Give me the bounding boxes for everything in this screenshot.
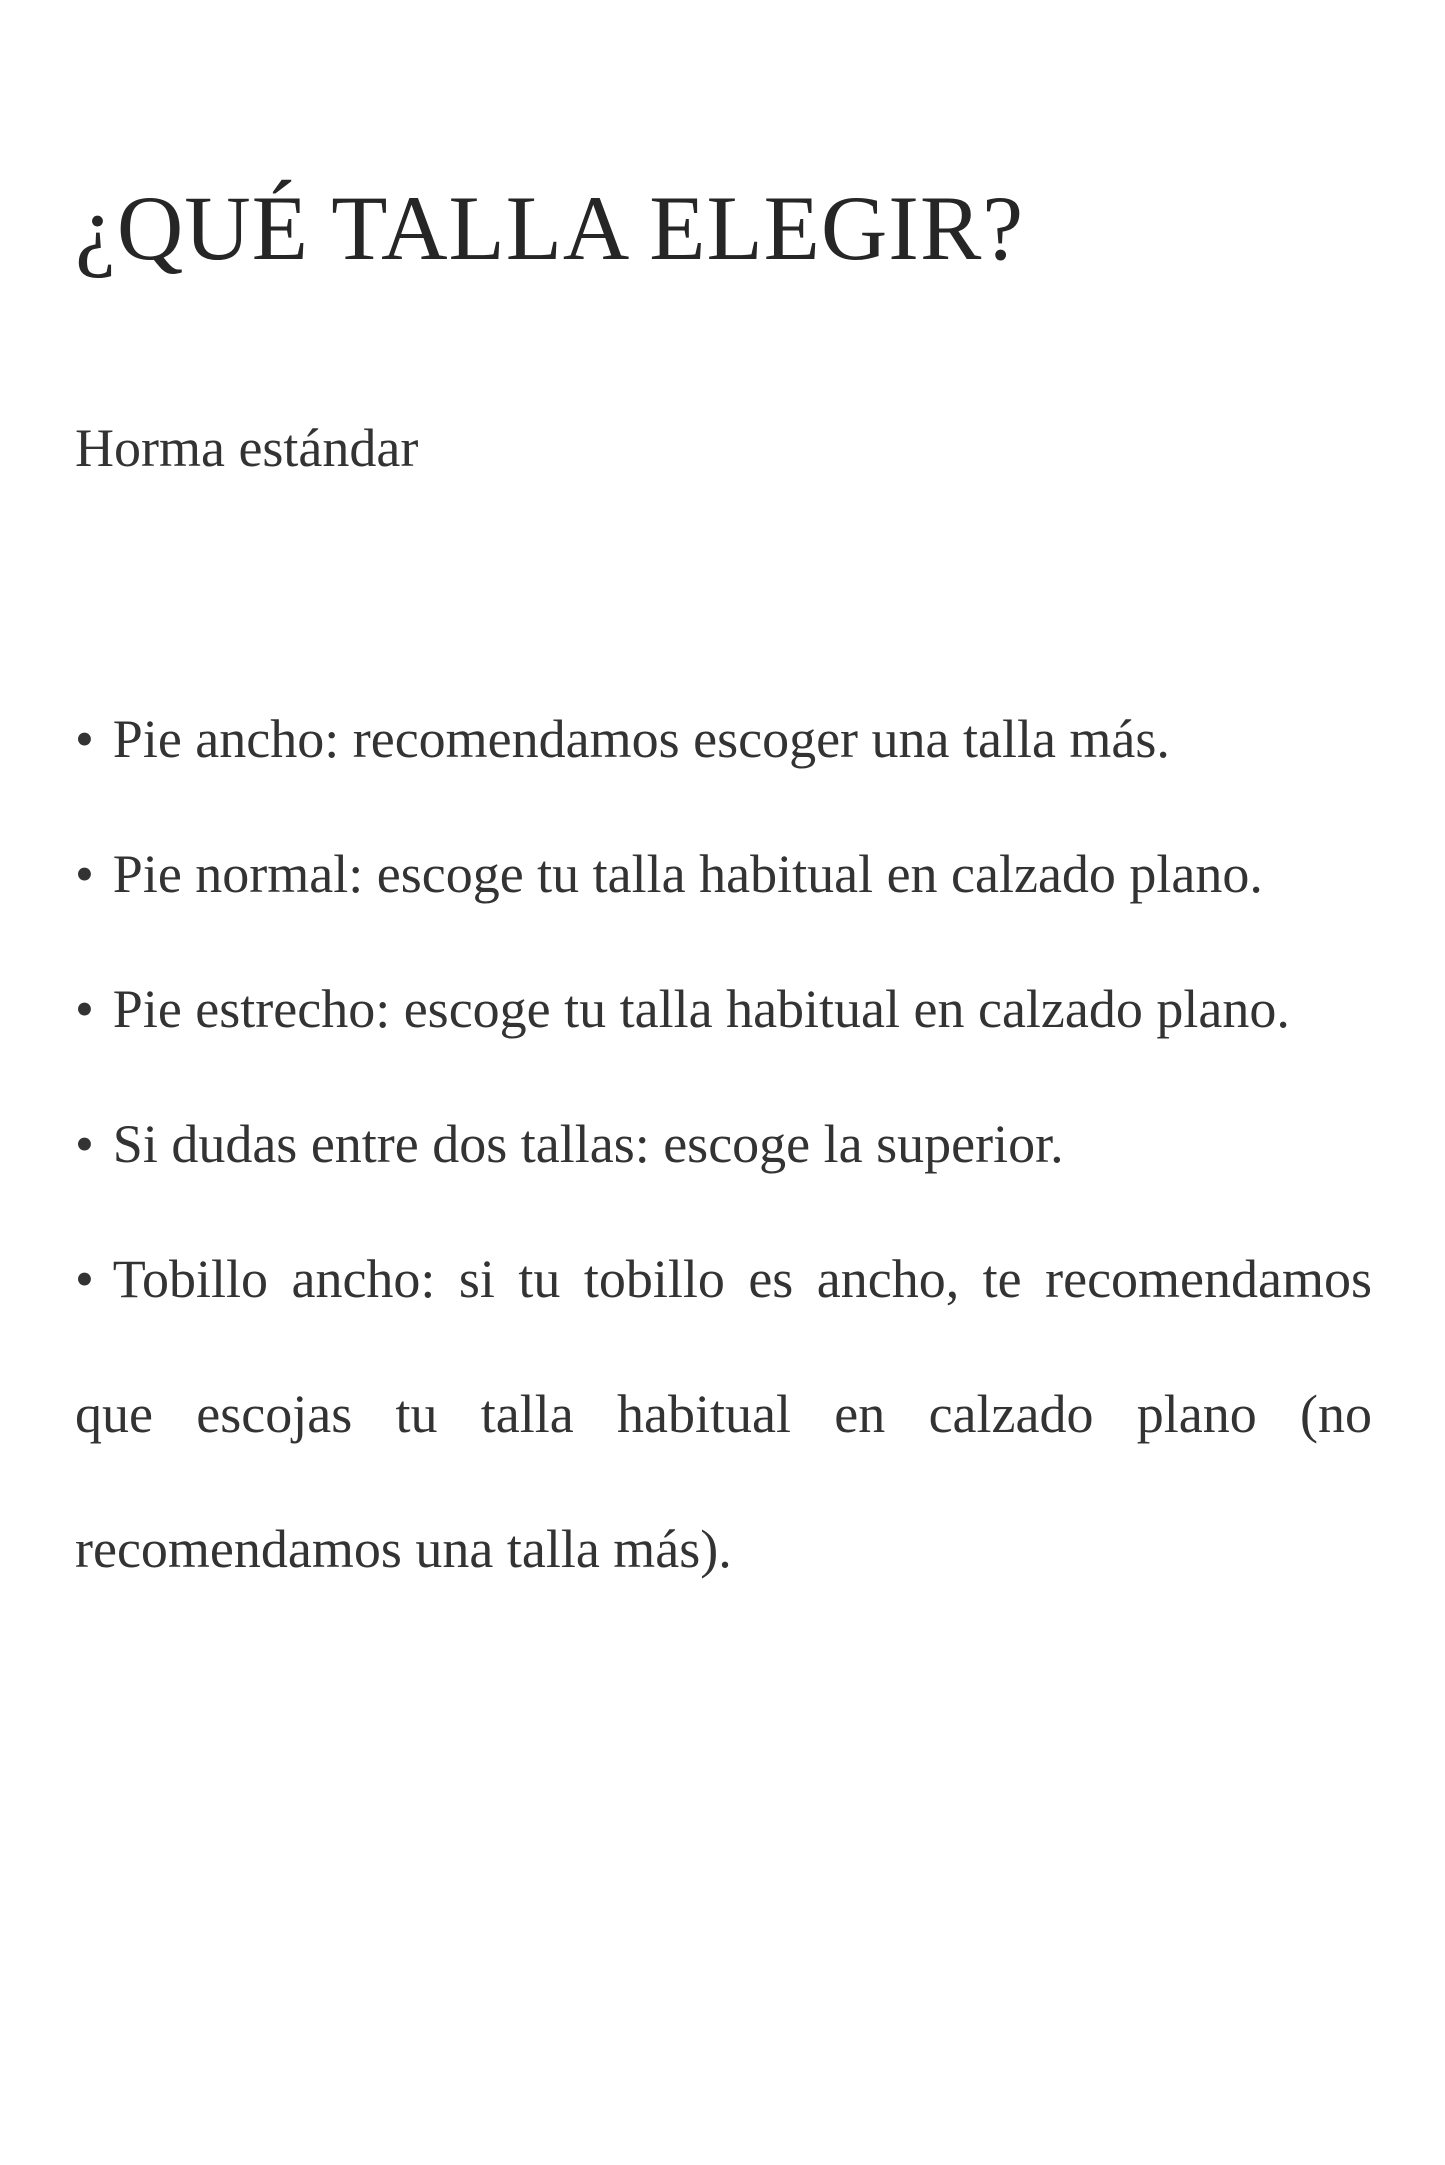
tip-text: Pie ancho: recomendamos escoger una talla más. xyxy=(112,709,1170,769)
tip-wide-foot xyxy=(75,672,1372,807)
tip-normal-foot xyxy=(75,807,1372,942)
tip-wide-ankle xyxy=(75,1212,1372,1617)
bullet-icon: • xyxy=(75,844,94,904)
tip-text: Tobillo ancho: si tu tobillo es ancho, te recomendamos que escojas tu talla habitual en calzado plano (no recomendamos una talla más). xyxy=(75,1249,1372,1579)
tip-text: Si dudas entre dos tallas: escoge la superior. xyxy=(112,1114,1064,1174)
bullet-icon: • xyxy=(75,1249,94,1309)
size-tips-list xyxy=(75,672,1372,1617)
page-title: ¿QUÉ TALLA ELEGIR? xyxy=(75,177,1025,279)
tip-text: Pie estrecho: escoge tu talla habitual en calzado plano. xyxy=(112,979,1290,1039)
bullet-icon: • xyxy=(75,1114,94,1174)
tip-narrow-foot xyxy=(75,942,1372,1077)
bullet-icon: • xyxy=(75,709,94,769)
fit-subtitle: Horma estándar xyxy=(75,418,419,478)
bullet-icon: • xyxy=(75,979,94,1039)
tip-between-sizes xyxy=(75,1077,1372,1212)
tip-text: Pie normal: escoge tu talla habitual en calzado plano. xyxy=(112,844,1263,904)
